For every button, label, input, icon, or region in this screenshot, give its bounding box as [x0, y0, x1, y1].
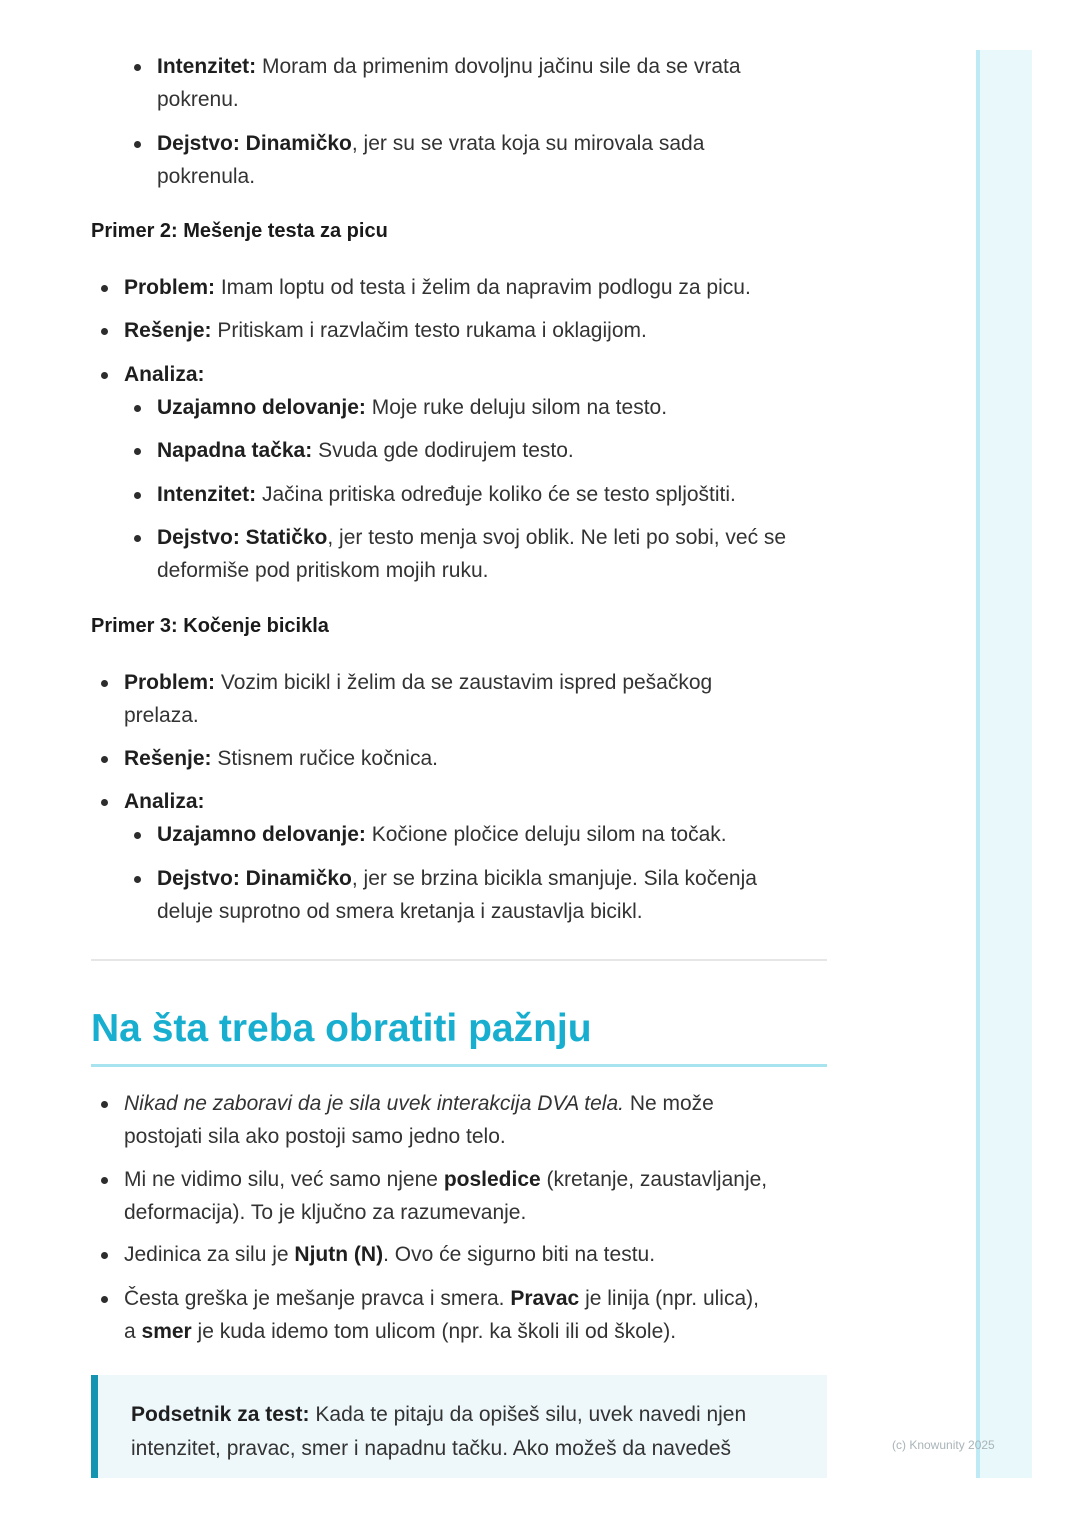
list-item: Uzajamno delovanje: Moje ruke deluju silom na testo.	[157, 396, 668, 419]
bullet	[134, 64, 141, 71]
bullet	[101, 1252, 108, 1259]
callout-text-continuation: intenzitet, pravac, smer i napadnu tačku. Ako možeš da navedeš	[131, 1437, 732, 1460]
callout-text: Podsetnik za test: Kada te pitaju da opišeš silu, uvek navedi njen	[131, 1403, 747, 1426]
list-item: Jedinica za silu je Njutn (N). Ovo će sigurno biti na testu.	[124, 1243, 656, 1266]
list-item: Rešenje: Stisnem ručice kočnica.	[124, 747, 438, 770]
list-item: Problem: Imam loptu od testa i želim da napravim podlogu za picu.	[124, 276, 751, 299]
list-item: Dejstvo: Dinamičko, jer su se vrata koja su mirovala sada	[157, 132, 705, 155]
list-item-continuation: a smer je kuda idemo tom ulicom (npr. ka školi ili od škole).	[124, 1320, 677, 1343]
bullet	[101, 285, 108, 292]
list-item: Dejstvo: Statičko, jer testo menja svoj oblik. Ne leti po sobi, već se	[157, 526, 787, 549]
bullet	[134, 876, 141, 883]
bullet	[101, 680, 108, 687]
list-item: Analiza:	[124, 363, 205, 386]
side-panel-edge	[976, 50, 980, 1478]
list-item: Nikad ne zaboravi da je sila uvek interakcija DVA tela. Ne može	[124, 1092, 714, 1115]
list-item: Intenzitet: Moram da primenim dovoljnu jačinu sile da se vrata	[157, 55, 741, 78]
example-heading: Primer 2: Mešenje testa za picu	[91, 220, 388, 242]
list-item: Česta greška je mešanje pravca i smera. Pravac je linija (npr. ulica),	[124, 1287, 759, 1310]
list-item-continuation: deformiše pod pritiskom mojih ruku.	[157, 559, 489, 582]
bullet	[134, 448, 141, 455]
bullet	[134, 832, 141, 839]
title-underline	[91, 1064, 827, 1067]
list-item: Problem: Vozim bicikl i želim da se zaustavim ispred pešačkog	[124, 671, 713, 694]
list-item: Dejstvo: Dinamičko, jer se brzina bicikla smanjuje. Sila kočenja	[157, 867, 757, 890]
list-item-continuation: prelaza.	[124, 704, 199, 727]
list-item: Mi ne vidimo silu, već samo njene posledice (kretanje, zaustavljanje,	[124, 1168, 768, 1191]
bullet	[134, 405, 141, 412]
bullet	[101, 328, 108, 335]
list-item-continuation: deluje suprotno od smera kretanja i zaustavlja bicikl.	[157, 900, 643, 923]
list-item-continuation: pokrenu.	[157, 88, 239, 111]
divider	[91, 959, 827, 961]
bullet	[101, 1101, 108, 1108]
bullet	[134, 492, 141, 499]
list-item-continuation: deformacija). To je ključno za razumevanje.	[124, 1201, 527, 1224]
list-item-continuation: postojati sila ako postoji samo jedno telo.	[124, 1125, 506, 1148]
side-panel	[976, 50, 1032, 1478]
bullet	[101, 1177, 108, 1184]
example-heading: Primer 3: Kočenje bicikla	[91, 615, 329, 637]
bullet	[134, 141, 141, 148]
bullet	[101, 372, 108, 379]
list-item: Rešenje: Pritiskam i razvlačim testo rukama i oklagijom.	[124, 319, 647, 342]
bullet	[101, 756, 108, 763]
list-item: Napadna tačka: Svuda gde dodirujem testo.	[157, 439, 574, 462]
section-title: Na šta treba obratiti pažnju	[91, 1007, 592, 1050]
list-item-continuation: pokrenula.	[157, 165, 256, 188]
list-item: Intenzitet: Jačina pritiska određuje koliko će se testo spljoštiti.	[157, 483, 736, 506]
copyright-footer: (c) Knowunity 2025	[892, 1438, 995, 1452]
list-item: Uzajamno delovanje: Kočione pločice deluju silom na točak.	[157, 823, 727, 846]
list-item: Analiza:	[124, 790, 205, 813]
bullet	[101, 799, 108, 806]
bullet	[134, 535, 141, 542]
bullet	[101, 1296, 108, 1303]
